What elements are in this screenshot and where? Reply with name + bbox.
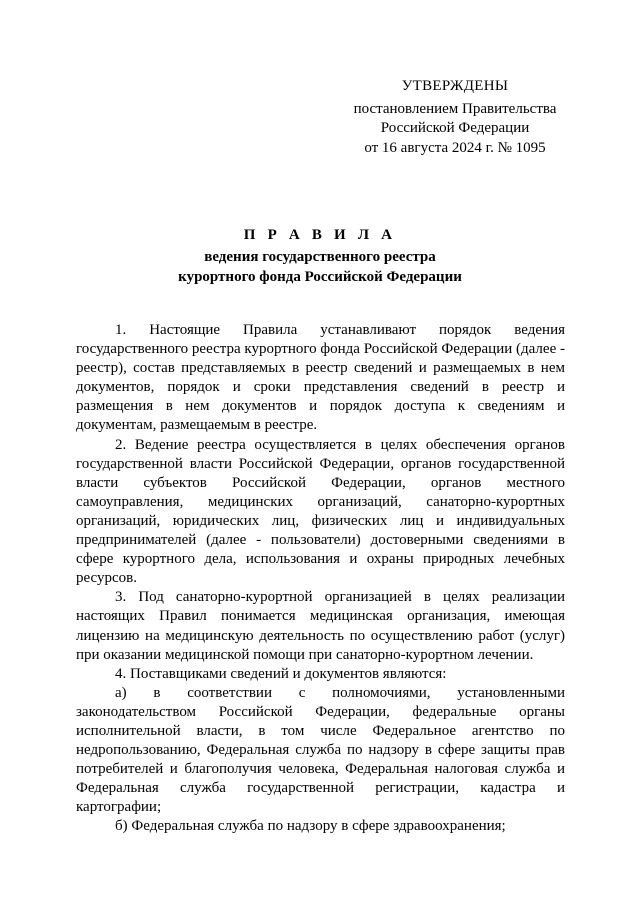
paragraph-2: 2. Ведение реестра осуществляется в целях обеспечения органов государственной власти Российской Федерации, органов государственной власти субъектов Российской Федерации, органов местного самоуправления, медицинских организаций, санаторно-курортных организаций, юридических лиц, физических лиц и индивидуальных предпринимателей (далее - пользователи) достоверными сведениями в сфере курортного дела, использования и охраны природных лечебных ресурсов. <box>76 436 565 587</box>
document-title: П Р А В И Л А <box>243 227 397 243</box>
approval-line-1: постановлением Правительства <box>353 100 557 117</box>
paragraph-4: 4. Поставщиками сведений и документов являются: <box>115 665 447 682</box>
approval-line-2: Российской Федерации <box>380 120 530 136</box>
approval-line-3: от 16 августа 2024 г. № 1095 <box>364 139 546 156</box>
paragraph-4a: а) в соответствии с полномочиями, установленными законодательством Российской Федерации, федеральные органы исполнительной власти, в том числе Федеральное агентство по недропользованию, Федеральная служба по надзору в сфере защиты прав потребителей и благополучия человека, Федеральная налоговая служба и Федеральная служба государственной регистрации, кадастра и картографии; <box>76 684 565 816</box>
subtitle-line-1: ведения государственного реестра <box>204 249 436 265</box>
paragraph-3: 3. Под санаторно-курортной организацией в целях реализации настоящих Правил понимается медицинская организация, имеющая лицензию на медицинскую деятельность по осуществлению работ (услуг) при оказании медицинской помощи при санаторно-курортном лечении. <box>76 589 565 663</box>
subtitle-line-2: курортного фонда Российской Федерации <box>178 268 462 285</box>
paragraph-4b: б) Федеральная служба по надзору в сфере здравоохранения; <box>115 818 506 835</box>
document-body <box>76 321 565 837</box>
document-subtitle <box>60 248 580 287</box>
approval-stamp <box>340 77 570 158</box>
paragraph-1: 1. Настоящие Правила устанавливают порядок ведения государственного реестра курортного фонда Российской Федерации (далее - реестр), состав представляемых в реестр сведений и размещаемых в нем документов, порядок и сроки представления сведений в реестр и размещения в нем документов и порядок доступа к сведениям и документам, размещаемым в реестре. <box>76 322 565 434</box>
approval-heading: УТВЕРЖДЕНЫ <box>401 78 509 94</box>
